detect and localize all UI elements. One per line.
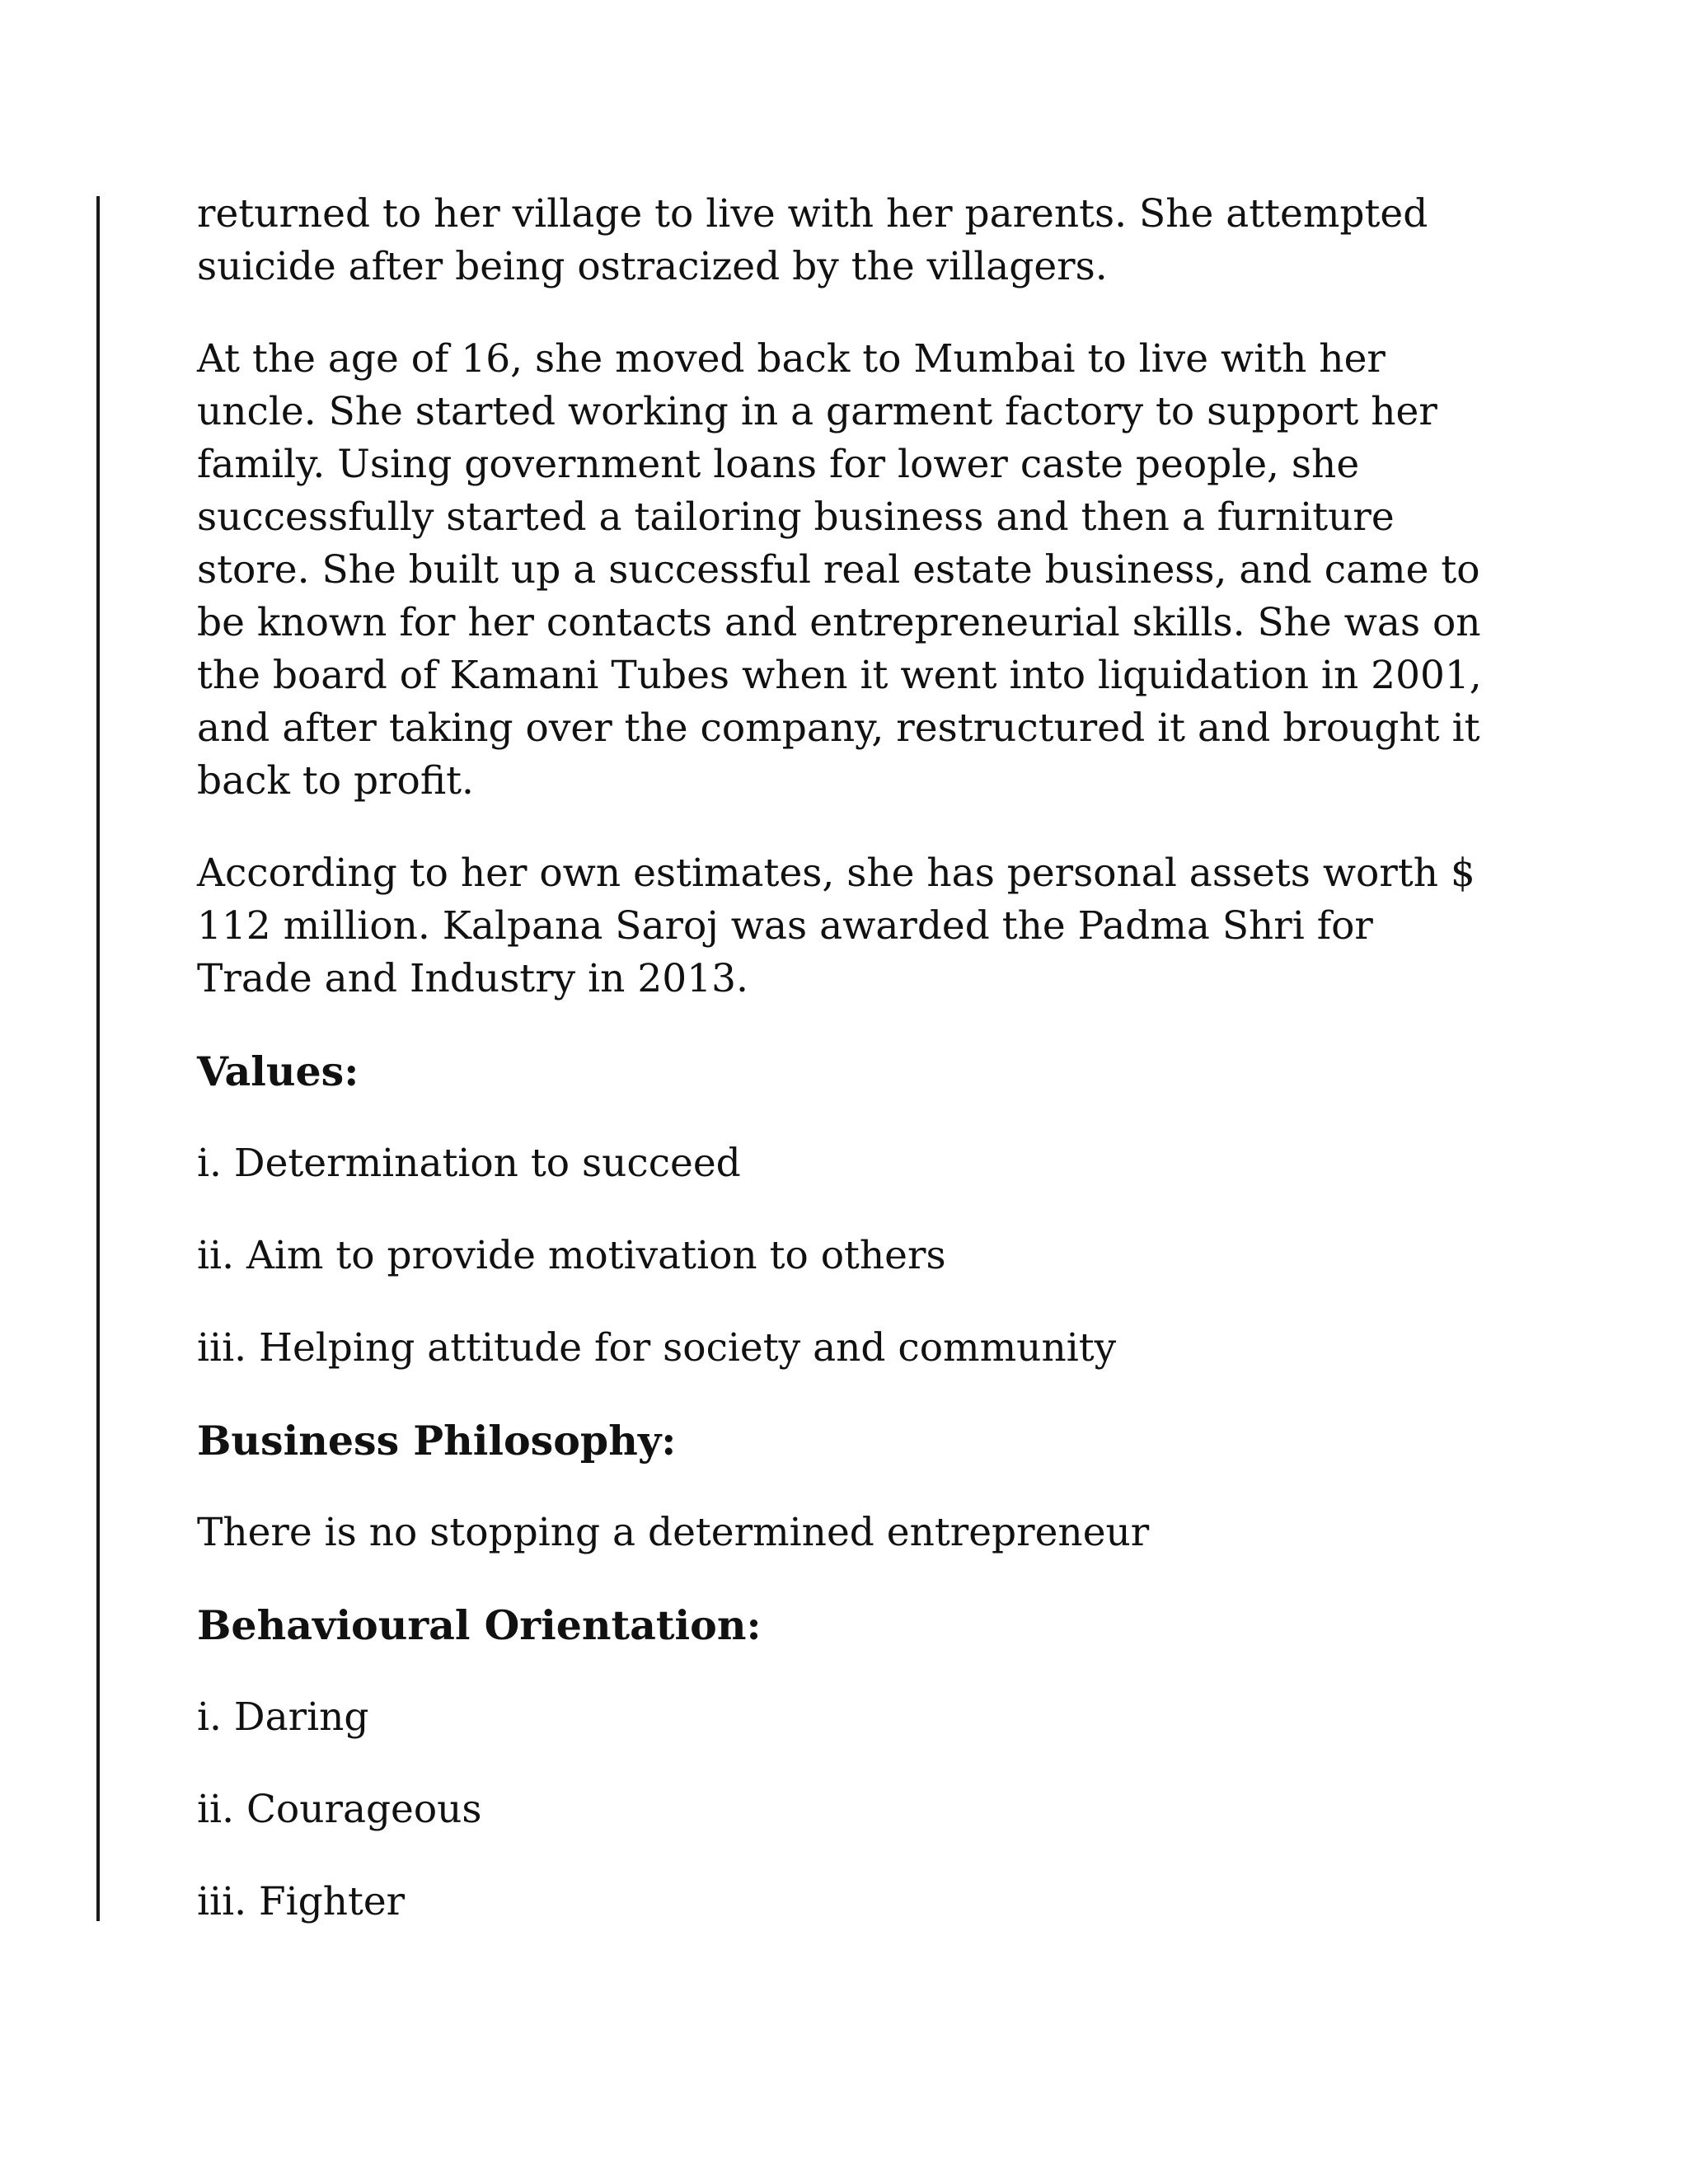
values-item: ii. Aim to provide motivation to others xyxy=(197,1233,946,1278)
orientation-heading: Behavioural Orientation: xyxy=(197,1601,762,1649)
paragraph-assets: According to her own estimates, she has personal assets worth $ 112 million. Kalpana Saroj was awarded the Padma Shri for Trade and Industry in 2013. xyxy=(197,851,1475,1001)
orientation-item: ii. Courageous xyxy=(197,1787,482,1832)
values-heading: Values: xyxy=(197,1047,359,1095)
philosophy-heading: Business Philosophy: xyxy=(197,1417,677,1465)
paragraph-village: returned to her village to live with her parents. She attempted suicide after being ostracized by the villagers. xyxy=(197,191,1428,289)
values-item: iii. Helping attitude for society and community xyxy=(197,1325,1117,1371)
philosophy-text: There is no stopping a determined entrepreneur xyxy=(197,1510,1150,1555)
values-item: i. Determination to succeed xyxy=(197,1141,741,1186)
orientation-item: i. Daring xyxy=(197,1694,369,1740)
paragraph-career: At the age of 16, she moved back to Mumbai to live with her uncle. She started working in a garment factory to support her family. Using government loans for lower caste people, she successfully started a tailoring business and then a furniture store. She built up a successful real estate business, and came to be known for her contacts and entrepreneurial skills. She was on the board of Kamani Tubes when it went into liquidation in 2001, and after taking over the company, restructured it and brought it back to profit. xyxy=(197,336,1482,804)
document-body xyxy=(197,188,1499,1968)
orientation-item: iii. Fighter xyxy=(197,1879,406,1924)
change-bar xyxy=(96,196,100,1921)
